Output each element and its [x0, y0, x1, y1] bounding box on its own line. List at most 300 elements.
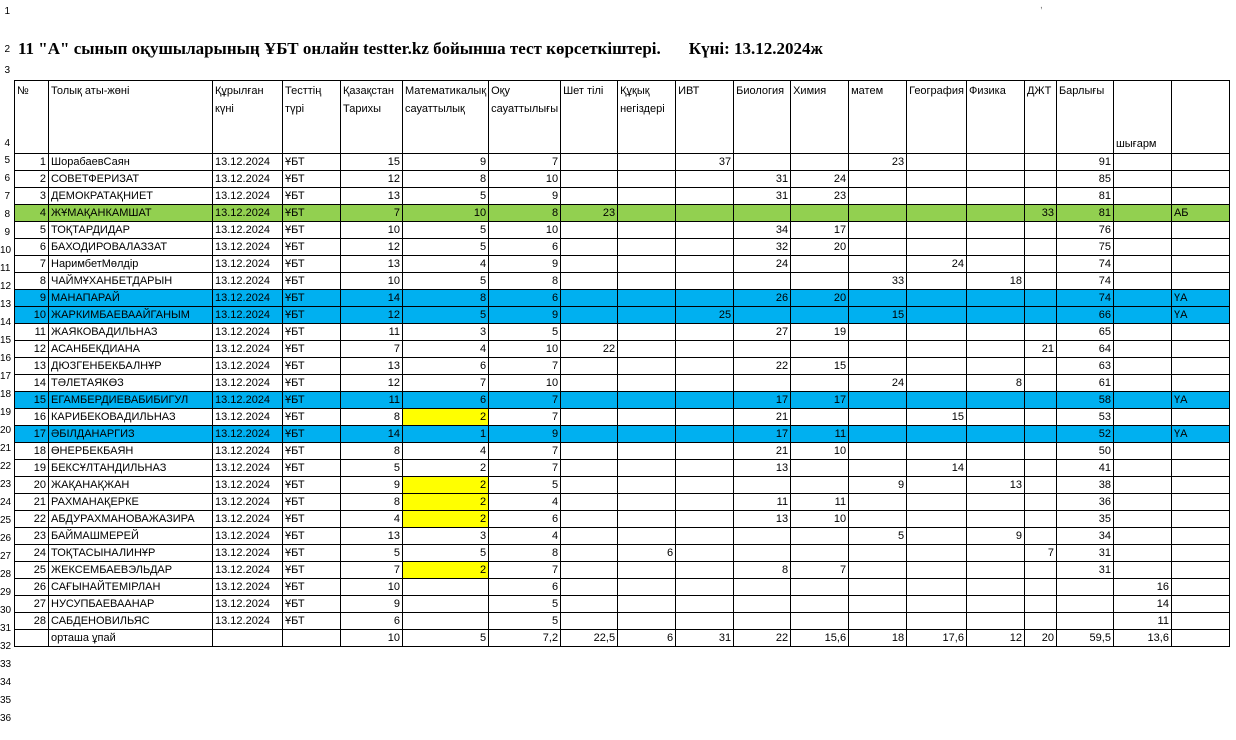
row-number[interactable]: 6 [4, 173, 10, 184]
cell[interactable]: 6 [403, 392, 489, 409]
header-cell[interactable]: Тесттің түрі [283, 81, 341, 154]
cell[interactable] [1024, 324, 1056, 341]
row-number[interactable]: 5 [4, 155, 10, 166]
cell[interactable]: 5 [403, 273, 489, 290]
cell[interactable]: 15 [849, 307, 907, 324]
cell[interactable]: 5 [341, 545, 403, 562]
cell[interactable]: АБ [1171, 205, 1229, 222]
cell[interactable] [1171, 273, 1229, 290]
cell[interactable]: САБДЕНОВИЛЬЯС [49, 613, 213, 630]
cell[interactable]: 22 [561, 341, 618, 358]
cell[interactable] [791, 596, 849, 613]
cell[interactable] [907, 188, 967, 205]
cell[interactable] [618, 511, 676, 528]
cell[interactable] [561, 545, 618, 562]
cell[interactable] [676, 511, 734, 528]
cell[interactable] [849, 341, 907, 358]
cell[interactable] [1171, 358, 1229, 375]
row-number[interactable]: 24 [0, 497, 12, 508]
cell[interactable] [1113, 511, 1171, 528]
cell[interactable] [1113, 392, 1171, 409]
cell[interactable] [966, 171, 1024, 188]
cell[interactable] [907, 392, 967, 409]
cell[interactable] [791, 341, 849, 358]
cell[interactable] [1024, 358, 1056, 375]
cell[interactable]: 17 [15, 426, 49, 443]
cell[interactable] [1171, 596, 1229, 613]
cell[interactable]: 9 [341, 477, 403, 494]
cell[interactable] [1113, 477, 1171, 494]
cell[interactable]: 13.12.2024 [213, 324, 283, 341]
cell[interactable] [849, 205, 907, 222]
cell[interactable] [618, 426, 676, 443]
cell[interactable] [1024, 494, 1056, 511]
cell[interactable] [734, 528, 791, 545]
cell[interactable] [1024, 426, 1056, 443]
cell[interactable]: 64 [1056, 341, 1113, 358]
cell[interactable] [1113, 562, 1171, 579]
cell[interactable] [1113, 154, 1171, 171]
cell[interactable] [791, 409, 849, 426]
cell[interactable] [966, 562, 1024, 579]
cell[interactable] [561, 290, 618, 307]
cell[interactable]: 8 [489, 545, 561, 562]
header-cell[interactable]: ДЖТ [1024, 81, 1056, 154]
cell[interactable] [791, 256, 849, 273]
cell[interactable] [966, 409, 1024, 426]
cell[interactable]: ҰБТ [283, 460, 341, 477]
cell[interactable]: ЖАЯКОВАДИЛЬНАЗ [49, 324, 213, 341]
cell[interactable]: 10 [489, 375, 561, 392]
cell[interactable] [1024, 188, 1056, 205]
cell[interactable]: ҰБТ [283, 392, 341, 409]
cell[interactable] [849, 188, 907, 205]
cell[interactable]: 24 [849, 375, 907, 392]
cell[interactable] [1024, 273, 1056, 290]
cell[interactable]: 21 [734, 443, 791, 460]
cell[interactable]: 52 [1056, 426, 1113, 443]
cell[interactable]: 27 [734, 324, 791, 341]
cell[interactable]: 2 [403, 477, 489, 494]
cell[interactable] [618, 579, 676, 596]
cell[interactable] [676, 392, 734, 409]
cell[interactable]: ЖАҚАНАҚЖАН [49, 477, 213, 494]
cell[interactable]: 8 [403, 171, 489, 188]
cell[interactable]: 7 [1024, 545, 1056, 562]
cell[interactable] [561, 613, 618, 630]
cell[interactable] [907, 239, 967, 256]
cell[interactable]: 13 [734, 460, 791, 477]
cell[interactable] [618, 205, 676, 222]
cell[interactable] [849, 409, 907, 426]
cell[interactable] [734, 477, 791, 494]
cell[interactable] [907, 562, 967, 579]
row-number[interactable]: 18 [0, 389, 12, 400]
cell[interactable]: 13.12.2024 [213, 409, 283, 426]
cell[interactable] [966, 290, 1024, 307]
row-number[interactable]: 16 [0, 353, 12, 364]
cell[interactable]: 13.12.2024 [213, 341, 283, 358]
cell[interactable] [791, 375, 849, 392]
cell[interactable]: ҰБТ [283, 562, 341, 579]
cell[interactable] [1171, 171, 1229, 188]
cell[interactable]: 16 [15, 409, 49, 426]
header-cell[interactable]: География [907, 81, 967, 154]
cell[interactable] [1024, 375, 1056, 392]
cell[interactable] [561, 562, 618, 579]
cell[interactable]: ҰБТ [283, 273, 341, 290]
cell[interactable] [791, 528, 849, 545]
cell[interactable]: 28 [15, 613, 49, 630]
cell[interactable]: 17 [791, 392, 849, 409]
cell[interactable]: 23 [849, 154, 907, 171]
cell[interactable] [1113, 171, 1171, 188]
cell[interactable] [907, 375, 967, 392]
cell[interactable]: 7 [15, 256, 49, 273]
cell[interactable]: 5 [403, 188, 489, 205]
cell[interactable]: КАРИБЕКОВАДИЛЬНАЗ [49, 409, 213, 426]
cell[interactable]: 7 [489, 562, 561, 579]
cell[interactable]: 14 [341, 290, 403, 307]
cell[interactable]: 23 [791, 188, 849, 205]
cell[interactable]: 7 [489, 358, 561, 375]
cell[interactable]: 15,6 [791, 630, 849, 647]
cell[interactable] [966, 596, 1024, 613]
cell[interactable] [1171, 545, 1229, 562]
cell[interactable]: ТОҚТАРДИДАР [49, 222, 213, 239]
cell[interactable]: 13.12.2024 [213, 154, 283, 171]
cell[interactable] [791, 460, 849, 477]
cell[interactable] [1024, 392, 1056, 409]
cell[interactable] [907, 494, 967, 511]
cell[interactable] [907, 511, 967, 528]
row-number[interactable]: 22 [0, 461, 12, 472]
cell[interactable]: 9 [489, 307, 561, 324]
cell[interactable] [734, 341, 791, 358]
cell[interactable] [734, 205, 791, 222]
cell[interactable] [1171, 460, 1229, 477]
cell[interactable] [1113, 205, 1171, 222]
cell[interactable]: 13.12.2024 [213, 596, 283, 613]
cell[interactable]: 38 [1056, 477, 1113, 494]
cell[interactable] [1024, 477, 1056, 494]
cell[interactable] [907, 426, 967, 443]
row-number[interactable]: 31 [0, 623, 12, 634]
row-number[interactable]: 11 [0, 263, 11, 274]
cell[interactable]: 21 [734, 409, 791, 426]
cell[interactable]: 4 [15, 205, 49, 222]
cell[interactable]: 7 [489, 443, 561, 460]
cell[interactable]: 2 [15, 171, 49, 188]
cell[interactable] [1171, 477, 1229, 494]
cell[interactable] [849, 545, 907, 562]
cell[interactable]: ЧАЙМҰХАНБЕТДАРЫН [49, 273, 213, 290]
cell[interactable]: ҰБТ [283, 154, 341, 171]
cell[interactable]: 12 [15, 341, 49, 358]
row-number[interactable]: 21 [0, 443, 12, 454]
cell[interactable] [791, 307, 849, 324]
cell[interactable] [966, 494, 1024, 511]
cell[interactable] [849, 392, 907, 409]
cell[interactable] [618, 256, 676, 273]
cell[interactable] [561, 477, 618, 494]
cell[interactable]: 9 [341, 596, 403, 613]
cell[interactable] [1024, 511, 1056, 528]
cell[interactable]: 19 [791, 324, 849, 341]
cell[interactable]: 1 [15, 154, 49, 171]
cell[interactable] [676, 341, 734, 358]
cell[interactable] [1024, 562, 1056, 579]
cell[interactable]: НаримбетМөлдір [49, 256, 213, 273]
cell[interactable]: 3 [15, 188, 49, 205]
row-number[interactable]: 33 [0, 659, 12, 670]
cell[interactable]: 13.12.2024 [213, 579, 283, 596]
cell[interactable]: 4 [403, 341, 489, 358]
cell[interactable] [734, 579, 791, 596]
cell[interactable]: 24 [791, 171, 849, 188]
cell[interactable] [213, 630, 283, 647]
cell[interactable] [1171, 324, 1229, 341]
cell[interactable]: 13.12.2024 [213, 528, 283, 545]
cell[interactable] [676, 579, 734, 596]
cell[interactable] [849, 426, 907, 443]
cell[interactable] [1171, 256, 1229, 273]
cell[interactable]: 18 [15, 443, 49, 460]
cell[interactable] [791, 545, 849, 562]
cell[interactable] [907, 171, 967, 188]
cell[interactable]: 6 [489, 290, 561, 307]
cell[interactable]: 1 [403, 426, 489, 443]
cell[interactable]: ҰБТ [283, 239, 341, 256]
cell[interactable] [1171, 239, 1229, 256]
cell[interactable] [676, 562, 734, 579]
cell[interactable] [1113, 528, 1171, 545]
cell[interactable] [561, 222, 618, 239]
cell[interactable]: 20 [1024, 630, 1056, 647]
cell[interactable]: ТӘЛЕТАЯКӨЗ [49, 375, 213, 392]
cell[interactable]: 6 [618, 630, 676, 647]
cell[interactable] [676, 222, 734, 239]
cell[interactable] [907, 443, 967, 460]
row-number[interactable]: 9 [4, 227, 10, 238]
cell[interactable] [907, 579, 967, 596]
cell[interactable]: ҰБТ [283, 409, 341, 426]
cell[interactable] [618, 613, 676, 630]
cell[interactable]: 13 [15, 358, 49, 375]
cell[interactable]: 5 [403, 222, 489, 239]
cell[interactable] [403, 613, 489, 630]
cell[interactable]: ЕГАМБЕРДИЕВАБИБИГУЛ [49, 392, 213, 409]
cell[interactable]: 7 [403, 375, 489, 392]
cell[interactable]: 5 [403, 307, 489, 324]
cell[interactable]: 11 [341, 324, 403, 341]
cell[interactable] [1171, 341, 1229, 358]
cell[interactable]: 5 [489, 324, 561, 341]
cell[interactable] [1113, 324, 1171, 341]
cell[interactable] [676, 375, 734, 392]
cell[interactable]: 13 [966, 477, 1024, 494]
cell[interactable]: 27 [15, 596, 49, 613]
cell[interactable] [849, 256, 907, 273]
row-number[interactable]: 27 [0, 551, 12, 562]
cell[interactable] [966, 358, 1024, 375]
cell[interactable]: 13.12.2024 [213, 477, 283, 494]
header-cell[interactable]: Толық аты-жөні [49, 81, 213, 154]
cell[interactable] [676, 358, 734, 375]
header-cell[interactable]: шығарм [1113, 81, 1171, 154]
cell[interactable]: ҰБТ [283, 341, 341, 358]
cell[interactable]: МАНАПАРАЙ [49, 290, 213, 307]
cell[interactable]: 9 [489, 256, 561, 273]
cell[interactable]: 22 [734, 358, 791, 375]
cell[interactable] [618, 562, 676, 579]
cell[interactable] [618, 409, 676, 426]
row-number[interactable]: 15 [0, 335, 12, 346]
cell[interactable]: 3 [403, 324, 489, 341]
cell[interactable] [966, 392, 1024, 409]
cell[interactable] [1113, 341, 1171, 358]
cell[interactable] [907, 528, 967, 545]
cell[interactable] [966, 239, 1024, 256]
cell[interactable] [734, 307, 791, 324]
cell[interactable] [734, 545, 791, 562]
cell[interactable]: 22,5 [561, 630, 618, 647]
cell[interactable] [1171, 375, 1229, 392]
cell[interactable] [1056, 613, 1113, 630]
cell[interactable]: ҰБТ [283, 545, 341, 562]
cell[interactable] [907, 273, 967, 290]
cell[interactable]: 20 [791, 290, 849, 307]
cell[interactable] [561, 392, 618, 409]
cell[interactable]: ҰБТ [283, 222, 341, 239]
header-cell[interactable]: Шет тілі [561, 81, 618, 154]
cell[interactable]: ҰБТ [283, 477, 341, 494]
cell[interactable] [966, 222, 1024, 239]
cell[interactable]: 76 [1056, 222, 1113, 239]
cell[interactable] [1056, 596, 1113, 613]
cell[interactable]: 14 [341, 426, 403, 443]
cell[interactable] [849, 171, 907, 188]
row-number[interactable]: 23 [0, 479, 12, 490]
cell[interactable]: 10 [341, 222, 403, 239]
cell[interactable]: 17 [791, 222, 849, 239]
cell[interactable] [966, 511, 1024, 528]
cell[interactable]: 9 [849, 477, 907, 494]
cell[interactable] [1024, 171, 1056, 188]
cell[interactable]: ҰБТ [283, 613, 341, 630]
cell[interactable]: ЖЕКСЕМБАЕВЭЛЬДАР [49, 562, 213, 579]
cell[interactable] [1171, 562, 1229, 579]
cell[interactable]: 21 [15, 494, 49, 511]
cell[interactable]: 10 [489, 171, 561, 188]
cell[interactable]: 15 [907, 409, 967, 426]
cell[interactable]: 9 [403, 154, 489, 171]
cell[interactable] [618, 392, 676, 409]
cell[interactable]: 13.12.2024 [213, 188, 283, 205]
cell[interactable]: ҰБТ [283, 494, 341, 511]
cell[interactable]: 4 [341, 511, 403, 528]
cell[interactable]: 10 [489, 222, 561, 239]
cell[interactable]: 13.12.2024 [213, 494, 283, 511]
cell[interactable] [849, 358, 907, 375]
cell[interactable] [618, 307, 676, 324]
header-cell[interactable]: Биология [734, 81, 791, 154]
cell[interactable]: 13.12.2024 [213, 545, 283, 562]
cell[interactable]: 26 [734, 290, 791, 307]
cell[interactable] [907, 596, 967, 613]
cell[interactable] [791, 477, 849, 494]
cell[interactable] [966, 307, 1024, 324]
cell[interactable]: 31 [734, 171, 791, 188]
cell[interactable]: 8 [341, 494, 403, 511]
cell[interactable] [907, 324, 967, 341]
cell[interactable] [1171, 494, 1229, 511]
cell[interactable]: ҰБТ [283, 171, 341, 188]
cell[interactable]: ҰБТ [283, 358, 341, 375]
cell[interactable]: 20 [791, 239, 849, 256]
cell[interactable] [561, 188, 618, 205]
cell[interactable]: ҰБТ [283, 579, 341, 596]
cell[interactable] [618, 596, 676, 613]
cell[interactable]: 11 [341, 392, 403, 409]
cell[interactable]: 7 [341, 341, 403, 358]
cell[interactable]: 6 [489, 579, 561, 596]
cell[interactable] [1024, 579, 1056, 596]
cell[interactable] [849, 494, 907, 511]
cell[interactable] [1113, 375, 1171, 392]
cell[interactable]: 6 [15, 239, 49, 256]
cell[interactable]: 91 [1056, 154, 1113, 171]
cell[interactable] [1024, 460, 1056, 477]
cell[interactable] [561, 171, 618, 188]
cell[interactable]: 9 [15, 290, 49, 307]
cell[interactable] [1024, 613, 1056, 630]
cell[interactable]: 10 [341, 579, 403, 596]
cell[interactable]: 8 [489, 205, 561, 222]
cell[interactable]: 10 [341, 273, 403, 290]
cell[interactable]: 11 [734, 494, 791, 511]
cell[interactable]: 18 [966, 273, 1024, 290]
cell[interactable]: 24 [907, 256, 967, 273]
cell[interactable]: 13.12.2024 [213, 426, 283, 443]
cell[interactable] [676, 273, 734, 290]
cell[interactable] [849, 613, 907, 630]
row-number[interactable]: 32 [0, 641, 12, 652]
cell[interactable]: 10 [403, 205, 489, 222]
cell[interactable] [1024, 528, 1056, 545]
cell[interactable]: 75 [1056, 239, 1113, 256]
cell[interactable] [1024, 222, 1056, 239]
cell[interactable]: 6 [489, 511, 561, 528]
cell[interactable]: 2 [403, 409, 489, 426]
cell[interactable] [791, 154, 849, 171]
header-cell[interactable]: Физика [966, 81, 1024, 154]
cell[interactable]: 31 [1056, 562, 1113, 579]
cell[interactable] [618, 341, 676, 358]
cell[interactable] [849, 562, 907, 579]
row-number[interactable]: 1 [4, 6, 10, 17]
row-number[interactable]: 4 [4, 138, 10, 149]
cell[interactable]: 4 [403, 256, 489, 273]
cell[interactable]: 13.12.2024 [213, 273, 283, 290]
row-number[interactable]: 20 [0, 425, 12, 436]
cell[interactable] [966, 545, 1024, 562]
cell[interactable] [561, 409, 618, 426]
cell[interactable]: 8 [15, 273, 49, 290]
cell[interactable]: 21 [1024, 341, 1056, 358]
cell[interactable] [1113, 358, 1171, 375]
cell[interactable] [676, 409, 734, 426]
